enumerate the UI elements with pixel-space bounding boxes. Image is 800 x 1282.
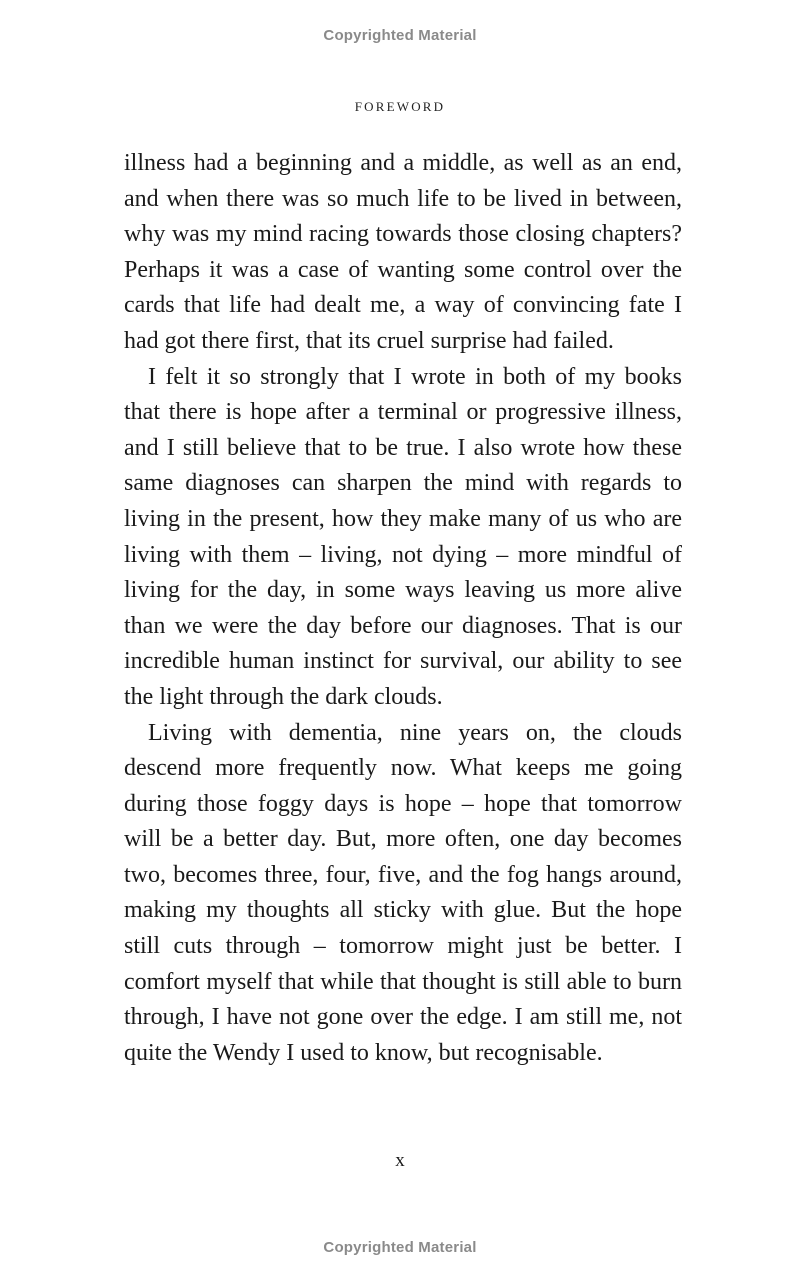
body-text bbox=[124, 146, 682, 1071]
running-head: FOREWORD bbox=[354, 99, 446, 114]
copyright-watermark-top: Copyrighted Material bbox=[323, 27, 477, 44]
paragraph-2: I felt it so strongly that I wrote in both of my books that there is hope after a terminal or progressive illness, and I still believe that to be true. I also wrote how these same diagnoses can sharpen the mind with regards to living in the present, how they make many of us who are living with them – living, not dying – more mindful of living for the day, in some ways leaving us more alive than we were the day before our diagnoses. That is our incredible human instinct for survival, our ability to see the light through the dark clouds. bbox=[124, 363, 682, 710]
copyright-watermark-bottom: Copyrighted Material bbox=[323, 1239, 477, 1256]
page-number: x bbox=[395, 1150, 405, 1171]
paragraph-3: Living with dementia, nine years on, the clouds descend more frequently now. What keeps me going during those foggy days is hope – hope that tomorrow will be a better day. But, more often, one day becomes two, becomes three, four, five, and the fog hangs around, making my thoughts all sticky with glue. But the hope still cuts through – tomorrow might just be better. I comfort myself that while that thought is still able to burn through, I have not gone over the edge. I am still me, not quite the Wendy I used to know, but recognisable. bbox=[124, 719, 682, 1066]
paragraph-1: illness had a beginning and a middle, as well as an end, and when there was so much life to be lived in between, why was my mind racing towards those closing chapters? Perhaps it was a case of wanting some control over the cards that life had dealt me, a way of convincing fate I had got there first, that its cruel surprise had failed. bbox=[124, 150, 682, 354]
